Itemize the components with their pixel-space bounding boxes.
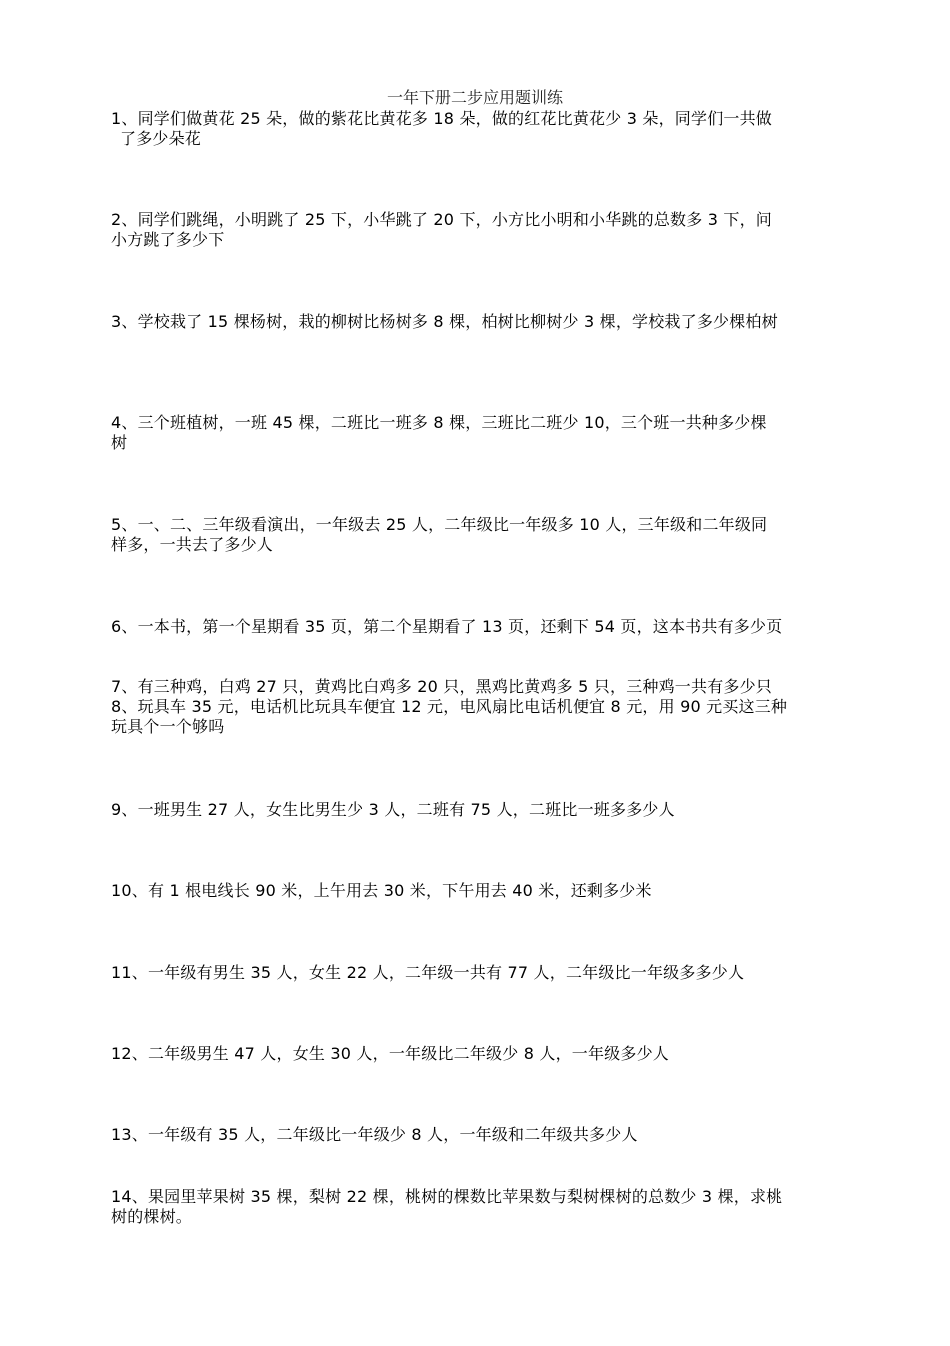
question-14 bbox=[111, 1187, 841, 1227]
question-1-line-2: 了多少朵花 bbox=[120, 129, 202, 148]
question-7 bbox=[111, 677, 841, 697]
question-8-line-2: 玩具个一个够吗 bbox=[111, 717, 225, 736]
question-13-line-1: 13、一年级有 35 人，二年级比一年级少 8 人，一年级和二年级共多少人 bbox=[111, 1125, 638, 1144]
question-6 bbox=[111, 617, 841, 637]
question-14-line-1: 14、果园里苹果树 35 棵，梨树 22 棵，桃树的棵数比苹果数与梨树棵树的总数少 3 棵，求桃 bbox=[111, 1187, 783, 1206]
question-10-line-1: 10、有 1 根电线长 90 米，上午用去 30 米，下午用去 40 米，还剩多少米 bbox=[111, 881, 652, 900]
question-8-line-1: 8、玩具车 35 元，电话机比玩具车便宜 12 元，电风扇比电话机便宜 8 元，用 90 元买这三种 bbox=[111, 697, 788, 716]
question-7-line-1: 7、有三种鸡，白鸡 27 只，黄鸡比白鸡多 20 只，黑鸡比黄鸡多 5 只，三种鸡一共有多少只 bbox=[111, 677, 772, 696]
question-11-line-1: 11、一年级有男生 35 人，女生 22 人，二年级一共有 77 人，二年级比一年级多多少人 bbox=[111, 963, 745, 982]
question-2-line-1: 2、同学们跳绳，小明跳了 25 下，小华跳了 20 下，小方比小明和小华跳的总数多 3 下，问 bbox=[111, 210, 772, 229]
question-9-line-1: 9、一班男生 27 人，女生比男生少 3 人，二班有 75 人，二班比一班多多少人 bbox=[111, 800, 675, 819]
question-5-line-1: 5、一、二、三年级看演出，一年级去 25 人，二年级比一年级多 10 人，三年级和二年级同 bbox=[111, 515, 768, 534]
question-13 bbox=[111, 1125, 841, 1145]
question-11 bbox=[111, 963, 841, 983]
document-title: 一年下册二步应用题训练 bbox=[386, 88, 563, 107]
question-2 bbox=[111, 210, 841, 250]
question-5 bbox=[111, 515, 841, 555]
question-9 bbox=[111, 800, 841, 820]
question-2-line-2: 小方跳了多少下 bbox=[111, 230, 225, 249]
question-14-line-2: 树的棵树。 bbox=[111, 1207, 193, 1226]
question-1 bbox=[111, 109, 841, 149]
question-6-line-1: 6、一本书，第一个星期看 35 页，第二个星期看了 13 页，还剩下 54 页，这本书共有多少页 bbox=[111, 617, 783, 636]
question-3-line-1: 3、学校栽了 15 棵杨树，栽的柳树比杨树多 8 棵，柏树比柳树少 3 棵，学校栽了多少棵柏树 bbox=[111, 312, 778, 331]
question-3 bbox=[111, 312, 841, 332]
question-1-line-1: 1、同学们做黄花 25 朵，做的紫花比黄花多 18 朵，做的红花比黄花少 3 朵，同学们一共做 bbox=[111, 109, 772, 128]
question-5-line-2: 样多，一共去了多少人 bbox=[111, 535, 274, 554]
question-8 bbox=[111, 697, 841, 737]
question-12 bbox=[111, 1044, 841, 1064]
question-4 bbox=[111, 413, 841, 453]
question-4-line-2: 树 bbox=[111, 433, 128, 452]
question-4-line-1: 4、三个班植树，一班 45 棵，二班比一班多 8 棵，三班比二班少 10，三个班一共种多少棵 bbox=[111, 413, 767, 432]
question-10 bbox=[111, 881, 841, 901]
question-12-line-1: 12、二年级男生 47 人，女生 30 人，一年级比二年级少 8 人，一年级多少人 bbox=[111, 1044, 669, 1063]
